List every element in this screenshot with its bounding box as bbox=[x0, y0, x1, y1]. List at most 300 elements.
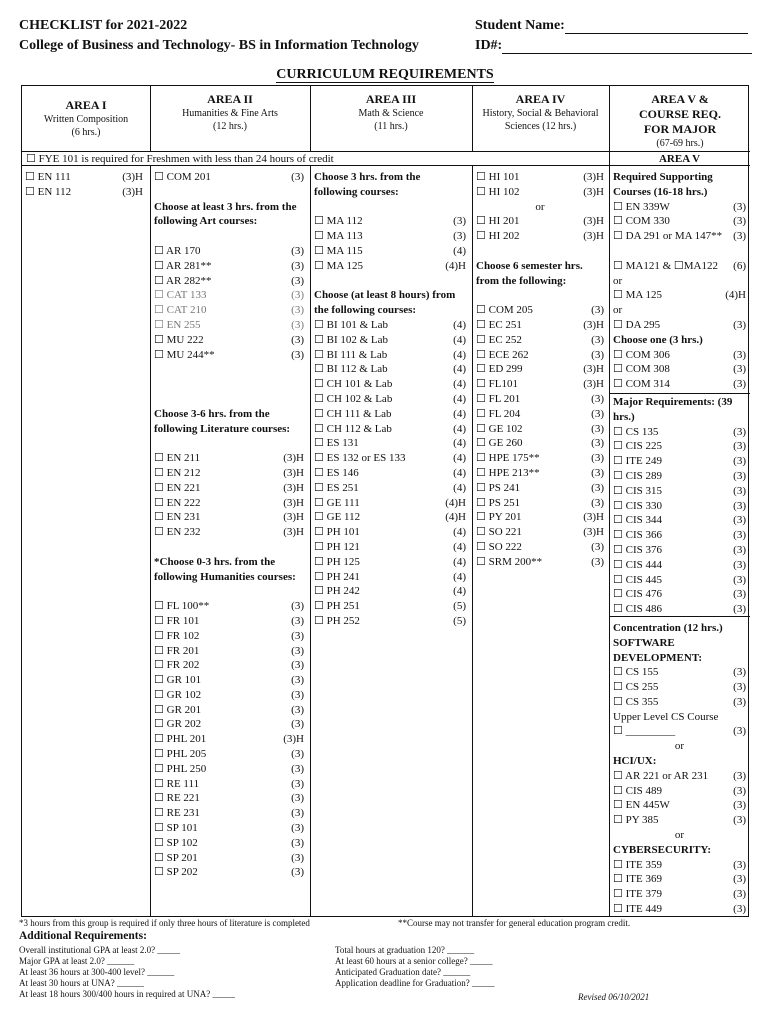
checkbox[interactable]: ☐ bbox=[613, 725, 623, 738]
course-hours: (4) bbox=[453, 378, 466, 391]
checkbox[interactable]: ☐ bbox=[476, 422, 486, 435]
checkbox[interactable]: ☐ bbox=[154, 289, 164, 302]
course-row bbox=[476, 333, 604, 348]
checkbox[interactable]: ☐ bbox=[613, 230, 623, 243]
checkbox[interactable]: ☐ bbox=[613, 558, 623, 571]
footnote-humanities: *3 hours from this group is required if only three hours of literature is completed bbox=[19, 918, 310, 928]
course-hours: (4)H bbox=[445, 496, 466, 509]
checkbox[interactable]: ☐ bbox=[314, 540, 324, 553]
checkbox[interactable]: ☐ bbox=[26, 153, 36, 165]
course-name: PHL 205 bbox=[166, 748, 207, 761]
checkbox[interactable]: ☐ bbox=[613, 858, 623, 871]
course-hours: (3) bbox=[291, 674, 304, 687]
checkbox[interactable]: ☐ bbox=[314, 496, 324, 509]
course-row bbox=[314, 392, 466, 407]
checkbox[interactable]: ☐ bbox=[154, 614, 164, 627]
checkbox[interactable]: ☐ bbox=[476, 466, 486, 479]
checkbox[interactable]: ☐ bbox=[154, 644, 164, 657]
checkbox[interactable]: ☐ bbox=[154, 526, 164, 539]
course-name: CIS 344 bbox=[625, 514, 662, 527]
course-name: FL 201 bbox=[488, 392, 521, 405]
course-name: PH 125 bbox=[326, 555, 360, 568]
checkbox[interactable]: ☐ bbox=[314, 600, 324, 613]
course-row bbox=[613, 680, 746, 695]
course-row bbox=[154, 599, 304, 614]
course-row bbox=[613, 798, 746, 813]
area-2-header: AREA II Humanities & Fine Arts (12 hrs.) bbox=[182, 92, 278, 132]
course-row bbox=[314, 481, 466, 496]
checkbox[interactable]: ☐ bbox=[314, 614, 324, 627]
checkbox[interactable]: ☐ bbox=[154, 762, 164, 775]
checkbox[interactable]: ☐ bbox=[154, 304, 164, 317]
checkbox[interactable]: ☐ bbox=[154, 836, 164, 849]
course-name: GR 202 bbox=[166, 718, 202, 731]
course-name: COM 330 bbox=[625, 215, 670, 228]
checkbox[interactable]: ☐ bbox=[314, 318, 324, 331]
course-row bbox=[154, 318, 304, 333]
checkbox[interactable]: ☐ bbox=[476, 185, 486, 198]
checkbox[interactable]: ☐ bbox=[613, 573, 623, 586]
course-name: FL 100** bbox=[166, 600, 210, 613]
course-row bbox=[154, 629, 304, 644]
course-row bbox=[613, 887, 746, 902]
checkbox[interactable]: ☐ bbox=[476, 304, 486, 317]
course-name: GE 112 bbox=[326, 511, 361, 524]
course-name: PS 241 bbox=[488, 481, 521, 494]
course-row bbox=[154, 688, 304, 703]
checklist-title: CHECKLIST for 2021-2022 bbox=[19, 18, 188, 33]
area-5-column bbox=[613, 170, 746, 917]
checkbox[interactable]: ☐ bbox=[613, 440, 623, 453]
course-hours: (3) bbox=[453, 230, 466, 243]
checkbox[interactable]: ☐ bbox=[154, 481, 164, 494]
course-row bbox=[154, 303, 304, 318]
curriculum-table bbox=[21, 85, 749, 917]
checkbox[interactable]: ☐ bbox=[476, 526, 486, 539]
course-hours: (3) bbox=[591, 422, 604, 435]
requirement-line: At least 36 hours at 300-400 level? ______ bbox=[19, 967, 175, 977]
checkbox[interactable]: ☐ bbox=[314, 244, 324, 257]
course-hours: (3)H bbox=[122, 171, 143, 183]
checkbox[interactable]: ☐ bbox=[314, 215, 324, 228]
checkbox[interactable]: ☐ bbox=[613, 348, 623, 361]
course-name: GE 111 bbox=[326, 496, 360, 509]
checkbox[interactable]: ☐ bbox=[476, 171, 486, 183]
course-row bbox=[154, 644, 304, 659]
checkbox[interactable]: ☐ bbox=[154, 674, 164, 687]
course-row bbox=[613, 813, 746, 828]
checkbox[interactable]: ☐ bbox=[314, 392, 324, 405]
course-row bbox=[154, 747, 304, 762]
checkbox[interactable]: ☐ bbox=[314, 230, 324, 243]
requirement-line: Major GPA at least 2.0? ______ bbox=[19, 956, 135, 966]
course-name: MU 244** bbox=[166, 348, 215, 361]
id-field[interactable] bbox=[502, 40, 752, 54]
college-program: College of Business and Technology- BS in Information Technology bbox=[19, 38, 419, 53]
checkbox[interactable]: ☐ bbox=[476, 378, 486, 391]
checkbox[interactable]: ☐ bbox=[476, 452, 486, 465]
course-row bbox=[314, 259, 466, 274]
course-name: DA 291 or MA 147** bbox=[625, 230, 723, 243]
checkbox[interactable]: ☐ bbox=[314, 407, 324, 420]
course-row bbox=[613, 769, 746, 784]
checkbox[interactable]: ☐ bbox=[314, 466, 324, 479]
checkbox[interactable]: ☐ bbox=[613, 681, 623, 694]
additional-heading: Additional Requirements: bbox=[19, 930, 147, 942]
checkbox[interactable]: ☐ bbox=[25, 185, 35, 198]
checkbox[interactable]: ☐ bbox=[154, 600, 164, 613]
checkbox[interactable]: ☐ bbox=[476, 348, 486, 361]
course-name: EN 212 bbox=[166, 466, 201, 479]
course-name: CS 155 bbox=[625, 666, 659, 679]
course-hours: (3) bbox=[291, 822, 304, 835]
course-hours: (4)H bbox=[725, 289, 746, 302]
checkbox[interactable]: ☐ bbox=[613, 784, 623, 797]
checkbox[interactable]: ☐ bbox=[154, 348, 164, 361]
checkbox[interactable]: ☐ bbox=[154, 822, 164, 835]
checkbox[interactable]: ☐ bbox=[154, 733, 164, 746]
course-name: BI 102 & Lab bbox=[326, 333, 389, 346]
course-name: CIS 315 bbox=[625, 484, 662, 497]
checkbox[interactable]: ☐ bbox=[314, 259, 324, 272]
course-row bbox=[154, 703, 304, 718]
course-hours: (3) bbox=[733, 230, 746, 243]
checkbox[interactable]: ☐ bbox=[613, 814, 623, 827]
cyber-heading: CYBERSECURITY: bbox=[613, 843, 712, 856]
course-hours: (3)H bbox=[583, 318, 604, 331]
checkbox[interactable]: ☐ bbox=[154, 851, 164, 864]
course-hours: (3) bbox=[733, 455, 746, 468]
course-hours: (3) bbox=[291, 304, 304, 317]
course-row bbox=[476, 422, 604, 437]
checkbox[interactable]: ☐ bbox=[613, 543, 623, 556]
fye-note: ☐ FYE 101 is required for Freshmen with less than 24 hours of credit bbox=[26, 153, 334, 165]
course-name: FR 201 bbox=[166, 644, 200, 657]
course-row bbox=[154, 525, 304, 540]
checkbox[interactable]: ☐ bbox=[613, 903, 623, 916]
area-1-header: AREA I Written Composition (6 hrs.) bbox=[43, 98, 129, 138]
checkbox[interactable]: ☐ bbox=[613, 769, 623, 782]
course-name: SO 222 bbox=[488, 540, 522, 553]
course-hours: (4) bbox=[453, 570, 466, 583]
course-row bbox=[476, 362, 604, 377]
course-name: CH 112 & Lab bbox=[326, 422, 392, 435]
course-name: PHL 250 bbox=[166, 762, 207, 775]
checkbox[interactable]: ☐ bbox=[154, 333, 164, 346]
checkbox[interactable]: ☐ bbox=[154, 466, 164, 479]
checkbox[interactable]: ☐ bbox=[154, 866, 164, 879]
checkbox[interactable]: ☐ bbox=[476, 230, 486, 243]
course-hours: (3) bbox=[591, 555, 604, 568]
checkbox[interactable]: ☐ bbox=[613, 514, 623, 527]
course-hours: (3) bbox=[291, 348, 304, 361]
course-row bbox=[154, 496, 304, 511]
checkbox[interactable]: ☐ bbox=[314, 452, 324, 465]
checkbox[interactable]: ☐ bbox=[154, 259, 164, 272]
course-name: SP 202 bbox=[166, 866, 198, 879]
course-row bbox=[476, 510, 604, 525]
checkbox[interactable]: ☐ bbox=[154, 748, 164, 761]
checkbox[interactable]: ☐ bbox=[613, 484, 623, 497]
checkbox[interactable]: ☐ bbox=[613, 666, 623, 679]
checkbox[interactable]: ☐ bbox=[613, 200, 623, 213]
course-hours: (3)H bbox=[283, 526, 304, 539]
course-hours: (3) bbox=[291, 171, 304, 183]
checkbox[interactable]: ☐ bbox=[613, 695, 623, 708]
course-row bbox=[314, 244, 466, 259]
course-row bbox=[613, 558, 746, 573]
checkbox[interactable]: ☐ bbox=[613, 873, 623, 886]
course-name: EN 339W bbox=[625, 200, 670, 213]
checkbox[interactable]: ☐ bbox=[314, 422, 324, 435]
checkbox[interactable]: ☐ bbox=[314, 585, 324, 598]
course-hours: (3)H bbox=[283, 452, 304, 465]
checkbox[interactable]: ☐ bbox=[613, 259, 623, 272]
checkbox[interactable]: ☐ bbox=[154, 777, 164, 790]
course-hours: (3) bbox=[291, 688, 304, 701]
checkbox[interactable]: ☐ bbox=[476, 392, 486, 405]
course-row bbox=[476, 525, 604, 540]
course-row bbox=[613, 259, 746, 274]
course-name: RE 231 bbox=[166, 807, 200, 820]
course-row bbox=[476, 496, 604, 511]
course-hours: (3)H bbox=[283, 481, 304, 494]
checkbox[interactable]: ☐ bbox=[476, 363, 486, 376]
checkbox[interactable]: ☐ bbox=[314, 570, 324, 583]
course-name: HI 102 bbox=[488, 185, 520, 198]
course-hours: (3)H bbox=[283, 496, 304, 509]
or-text: or bbox=[674, 740, 685, 753]
course-hours: (3) bbox=[733, 215, 746, 228]
course-hours: (3)H bbox=[283, 511, 304, 524]
course-name: EN 445W bbox=[625, 799, 670, 812]
course-name: HPE 175** bbox=[488, 452, 540, 465]
checkbox[interactable]: ☐ bbox=[154, 171, 164, 183]
or-text: or bbox=[674, 829, 685, 842]
course-hours: (3) bbox=[733, 681, 746, 694]
course-row bbox=[154, 673, 304, 688]
course-row bbox=[25, 170, 143, 185]
course-name: ECE 262 bbox=[488, 348, 529, 361]
course-name: MA 125 bbox=[625, 289, 662, 302]
additional-right bbox=[335, 945, 494, 989]
course-row bbox=[154, 836, 304, 851]
art-heading: Choose at least 3 hrs. from the following Art courses: bbox=[154, 200, 297, 228]
checkbox[interactable]: ☐ bbox=[476, 407, 486, 420]
checkbox[interactable]: ☐ bbox=[613, 469, 623, 482]
course-row bbox=[154, 170, 304, 185]
course-row bbox=[613, 499, 746, 514]
course-hours: (3) bbox=[291, 866, 304, 879]
course-hours: (3) bbox=[733, 573, 746, 586]
course-hours: (3) bbox=[591, 481, 604, 494]
course-hours: (4) bbox=[453, 481, 466, 494]
checkbox[interactable]: ☐ bbox=[314, 378, 324, 391]
course-name: CS 355 bbox=[625, 695, 659, 708]
requirement-line: Application deadline for Graduation? _____ bbox=[335, 978, 495, 988]
upper-level-label: Upper Level CS Course bbox=[613, 710, 719, 723]
course-hours: (3) bbox=[733, 514, 746, 527]
course-name: MA 113 bbox=[326, 230, 363, 243]
revised-date: Revised 06/10/2021 bbox=[578, 992, 650, 1002]
course-hours: (3)H bbox=[583, 230, 604, 243]
social-heading: Choose 6 semester hrs. from the following: bbox=[476, 259, 583, 287]
checkbox[interactable]: ☐ bbox=[613, 499, 623, 512]
course-row bbox=[314, 584, 466, 599]
checkbox[interactable]: ☐ bbox=[476, 555, 486, 568]
course-hours: (3) bbox=[291, 703, 304, 716]
course-hours: (3) bbox=[291, 629, 304, 642]
course-hours: (4) bbox=[453, 422, 466, 435]
checkbox[interactable]: ☐ bbox=[154, 318, 164, 331]
course-row bbox=[314, 599, 466, 614]
course-name: GE 102 bbox=[488, 422, 523, 435]
course-row bbox=[154, 466, 304, 481]
checkbox[interactable]: ☐ bbox=[154, 629, 164, 642]
course-name: ED 299 bbox=[488, 363, 523, 376]
course-hours: (3) bbox=[733, 348, 746, 361]
checkbox[interactable]: ☐ bbox=[154, 274, 164, 287]
checkbox[interactable]: ☐ bbox=[154, 718, 164, 731]
course-row bbox=[154, 348, 304, 363]
checkbox[interactable]: ☐ bbox=[613, 455, 623, 468]
course-hours: (4) bbox=[453, 540, 466, 553]
checkbox[interactable]: ☐ bbox=[314, 363, 324, 376]
checkbox[interactable]: ☐ bbox=[476, 481, 486, 494]
checkbox[interactable]: ☐ bbox=[613, 378, 623, 391]
checkbox[interactable]: ☐ bbox=[476, 318, 486, 331]
checkbox[interactable]: ☐ bbox=[613, 318, 623, 331]
course-name: RE 221 bbox=[166, 792, 200, 805]
checkbox[interactable]: ☐ bbox=[613, 799, 623, 812]
course-name: EN 112 bbox=[37, 185, 72, 198]
course-name: PH 241 bbox=[326, 570, 360, 583]
course-name: COM 306 bbox=[625, 348, 670, 361]
checkbox[interactable]: ☐ bbox=[154, 511, 164, 524]
checkbox[interactable]: ☐ bbox=[613, 588, 623, 601]
requirement-line: At least 60 hours at a senior college? _____ bbox=[335, 956, 493, 966]
checkbox[interactable]: ☐ bbox=[154, 792, 164, 805]
course-row bbox=[314, 570, 466, 585]
checkbox[interactable]: ☐ bbox=[613, 529, 623, 542]
course-hours: (3) bbox=[733, 588, 746, 601]
course-name: AR 221 or AR 231 bbox=[625, 769, 709, 782]
course-hours: (3)H bbox=[122, 185, 143, 198]
course-hours: (3)H bbox=[283, 466, 304, 479]
course-hours: (3) bbox=[591, 466, 604, 479]
checkbox[interactable]: ☐ bbox=[314, 348, 324, 361]
course-row bbox=[314, 422, 466, 437]
course-name: CAT 210 bbox=[166, 304, 207, 317]
course-name: ITE 359 bbox=[625, 858, 662, 871]
checkbox[interactable]: ☐ bbox=[314, 555, 324, 568]
checkbox[interactable]: ☐ bbox=[476, 496, 486, 509]
course-hours: (4) bbox=[453, 392, 466, 405]
course-row bbox=[613, 348, 746, 363]
checkbox[interactable]: ☐ bbox=[154, 496, 164, 509]
checkbox[interactable]: ☐ bbox=[476, 333, 486, 346]
checkbox[interactable]: ☐ bbox=[154, 703, 164, 716]
course-hours: (3) bbox=[733, 425, 746, 438]
id-row bbox=[475, 38, 752, 54]
checkbox[interactable]: ☐ bbox=[613, 215, 623, 228]
course-hours: (3) bbox=[591, 496, 604, 509]
checkbox[interactable]: ☐ bbox=[613, 888, 623, 901]
course-hours: (3) bbox=[291, 851, 304, 864]
checkbox[interactable]: ☐ bbox=[154, 659, 164, 672]
course-hours: (3) bbox=[733, 469, 746, 482]
course-hours: (4) bbox=[453, 585, 466, 598]
course-row bbox=[476, 229, 604, 244]
checkbox[interactable]: ☐ bbox=[613, 363, 623, 376]
course-name: COM 314 bbox=[625, 378, 670, 391]
additional-left bbox=[19, 945, 235, 1000]
checkbox[interactable]: ☐ bbox=[613, 425, 623, 438]
course-hours: (4) bbox=[453, 452, 466, 465]
checkbox[interactable]: ☐ bbox=[314, 333, 324, 346]
checkbox[interactable]: ☐ bbox=[314, 511, 324, 524]
course-hours: (3) bbox=[733, 440, 746, 453]
course-name: ITE 369 bbox=[625, 873, 662, 886]
checkbox[interactable]: ☐ bbox=[25, 171, 35, 183]
course-hours: (4) bbox=[453, 466, 466, 479]
course-hours: (3) bbox=[591, 437, 604, 450]
course-hours: (3) bbox=[733, 799, 746, 812]
checkbox[interactable]: ☐ bbox=[314, 481, 324, 494]
course-name: CIS 330 bbox=[625, 499, 662, 512]
course-row bbox=[154, 481, 304, 496]
checkbox[interactable]: ☐ bbox=[154, 807, 164, 820]
checkbox[interactable]: ☐ bbox=[314, 437, 324, 450]
student-name-label: Student Name: bbox=[475, 18, 565, 33]
course-name: BI 111 & Lab bbox=[326, 348, 388, 361]
course-hours: (3)H bbox=[583, 378, 604, 391]
checkbox[interactable]: ☐ bbox=[476, 511, 486, 524]
course-row bbox=[476, 214, 604, 229]
course-name: CIS 376 bbox=[625, 543, 662, 556]
course-hours: (3) bbox=[733, 814, 746, 827]
course-row bbox=[476, 185, 604, 200]
course-row bbox=[314, 466, 466, 481]
checkbox[interactable]: ☐ bbox=[476, 215, 486, 228]
course-row bbox=[613, 573, 746, 588]
or-text: or bbox=[613, 304, 623, 317]
course-row bbox=[314, 496, 466, 511]
checkbox[interactable]: ☐ bbox=[476, 437, 486, 450]
course-row bbox=[314, 214, 466, 229]
checkbox[interactable]: ☐ bbox=[154, 244, 164, 257]
course-row bbox=[613, 318, 746, 333]
course-name: CH 102 & Lab bbox=[326, 392, 393, 405]
student-name-field[interactable] bbox=[565, 20, 748, 34]
course-row bbox=[613, 288, 746, 303]
student-name-row bbox=[475, 18, 748, 34]
course-hours: (3) bbox=[291, 318, 304, 331]
course-row bbox=[476, 377, 604, 392]
course-name: DA 295 bbox=[625, 318, 661, 331]
course-row bbox=[154, 791, 304, 806]
checkbox[interactable]: ☐ bbox=[613, 603, 623, 616]
checkbox[interactable]: ☐ bbox=[476, 540, 486, 553]
course-row bbox=[154, 451, 304, 466]
supporting-heading: Required Supporting Courses (16-18 hrs.) bbox=[613, 171, 713, 198]
area-3-header: AREA III Math & Science (11 hrs.) bbox=[358, 92, 424, 132]
checkbox[interactable]: ☐ bbox=[154, 688, 164, 701]
checkbox[interactable]: ☐ bbox=[613, 289, 623, 302]
checkbox[interactable]: ☐ bbox=[314, 526, 324, 539]
course-name: EC 252 bbox=[488, 333, 522, 346]
checkbox[interactable]: ☐ bbox=[154, 452, 164, 465]
